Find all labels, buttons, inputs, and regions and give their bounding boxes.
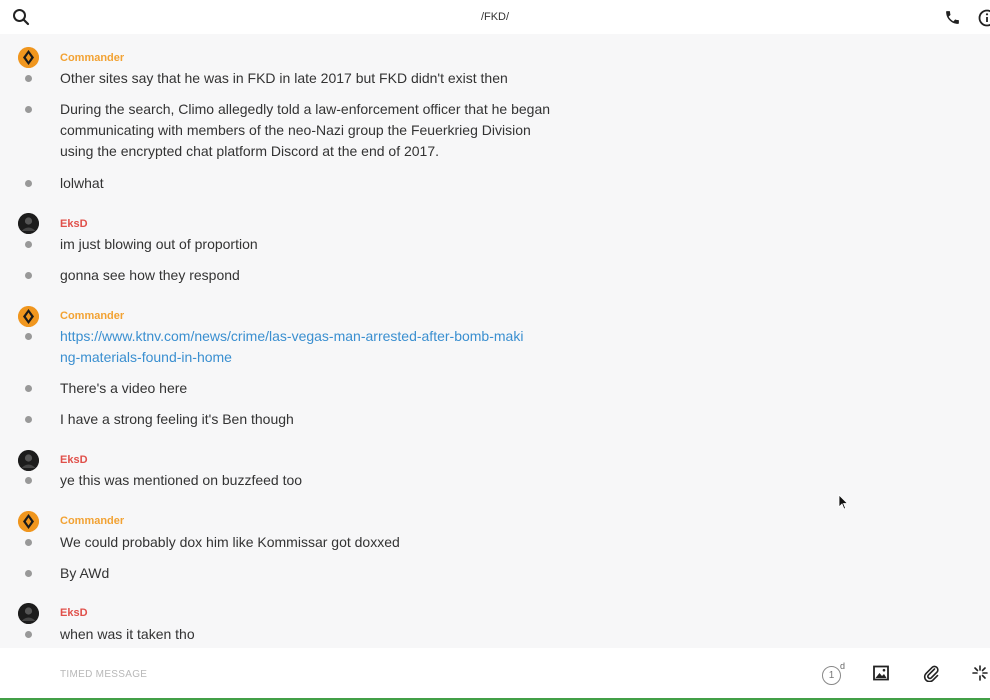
sender-name: EksD [60, 218, 88, 230]
message-bullet [25, 180, 32, 187]
paperclip-icon[interactable] [923, 664, 939, 682]
avatar[interactable] [18, 47, 39, 68]
conversation-title: /FKD/ [480, 11, 510, 23]
header-bar [0, 0, 990, 34]
message-bullet [25, 385, 32, 392]
image-icon[interactable] [873, 665, 889, 681]
message-list [0, 34, 990, 648]
message-bullet [25, 570, 32, 577]
timed-message-input[interactable] [60, 665, 560, 683]
message-text: There's a video here [60, 380, 188, 396]
sender-name: EksD [60, 454, 88, 466]
timer-unit: d [840, 661, 846, 671]
timer-button[interactable] [822, 661, 850, 686]
message-text: During the search, Climo allegedly told a law-enforcement officer that he began communicating with members of the neo-Nazi group the Feuerkrieg Division using the encrypted chat platform Discord at the end of 2017. [60, 101, 551, 159]
composer-bar [0, 648, 990, 700]
message-text: We could probably dox him like Kommissar got doxxed [60, 534, 400, 550]
message-bullet [25, 477, 32, 484]
message-text: im just blowing out of proportion [60, 236, 258, 252]
message-text: when was it taken tho [60, 626, 195, 642]
message-bullet [25, 241, 32, 248]
avatar[interactable] [18, 511, 39, 532]
sparkle-icon[interactable] [972, 665, 988, 681]
message-bullet [25, 272, 32, 279]
message-text: gonna see how they respond [60, 267, 240, 283]
message-text: Other sites say that he was in FKD in late 2017 but FKD didn't exist then [60, 70, 508, 86]
message-link[interactable]: https://www.ktnv.com/news/crime/las-vegas-man-arrested-after-bomb-making-materials-found-in-home [60, 328, 524, 365]
sender-name: Commander [60, 310, 125, 322]
avatar[interactable] [18, 306, 39, 327]
message-bullet [25, 106, 32, 113]
message-bullet [25, 416, 32, 423]
message-text: lolwhat [60, 175, 104, 191]
message-bullet [25, 539, 32, 546]
avatar[interactable] [18, 450, 39, 471]
sender-name: Commander [60, 515, 125, 527]
sender-name: EksD [60, 607, 88, 619]
mouse-cursor-icon [838, 494, 848, 510]
message-text: By AWd [60, 565, 110, 581]
message-bullet [25, 631, 32, 638]
timer-value: 1 [822, 666, 841, 685]
phone-icon[interactable] [944, 9, 961, 26]
info-icon[interactable] [978, 9, 990, 27]
sender-name: Commander [60, 52, 125, 64]
message-bullet [25, 333, 32, 340]
message-text: ye this was mentioned on buzzfeed too [60, 472, 303, 488]
message-text: I have a strong feeling it's Ben though [60, 411, 294, 427]
avatar[interactable] [18, 603, 39, 624]
message-bullet [25, 75, 32, 82]
avatar[interactable] [18, 213, 39, 234]
